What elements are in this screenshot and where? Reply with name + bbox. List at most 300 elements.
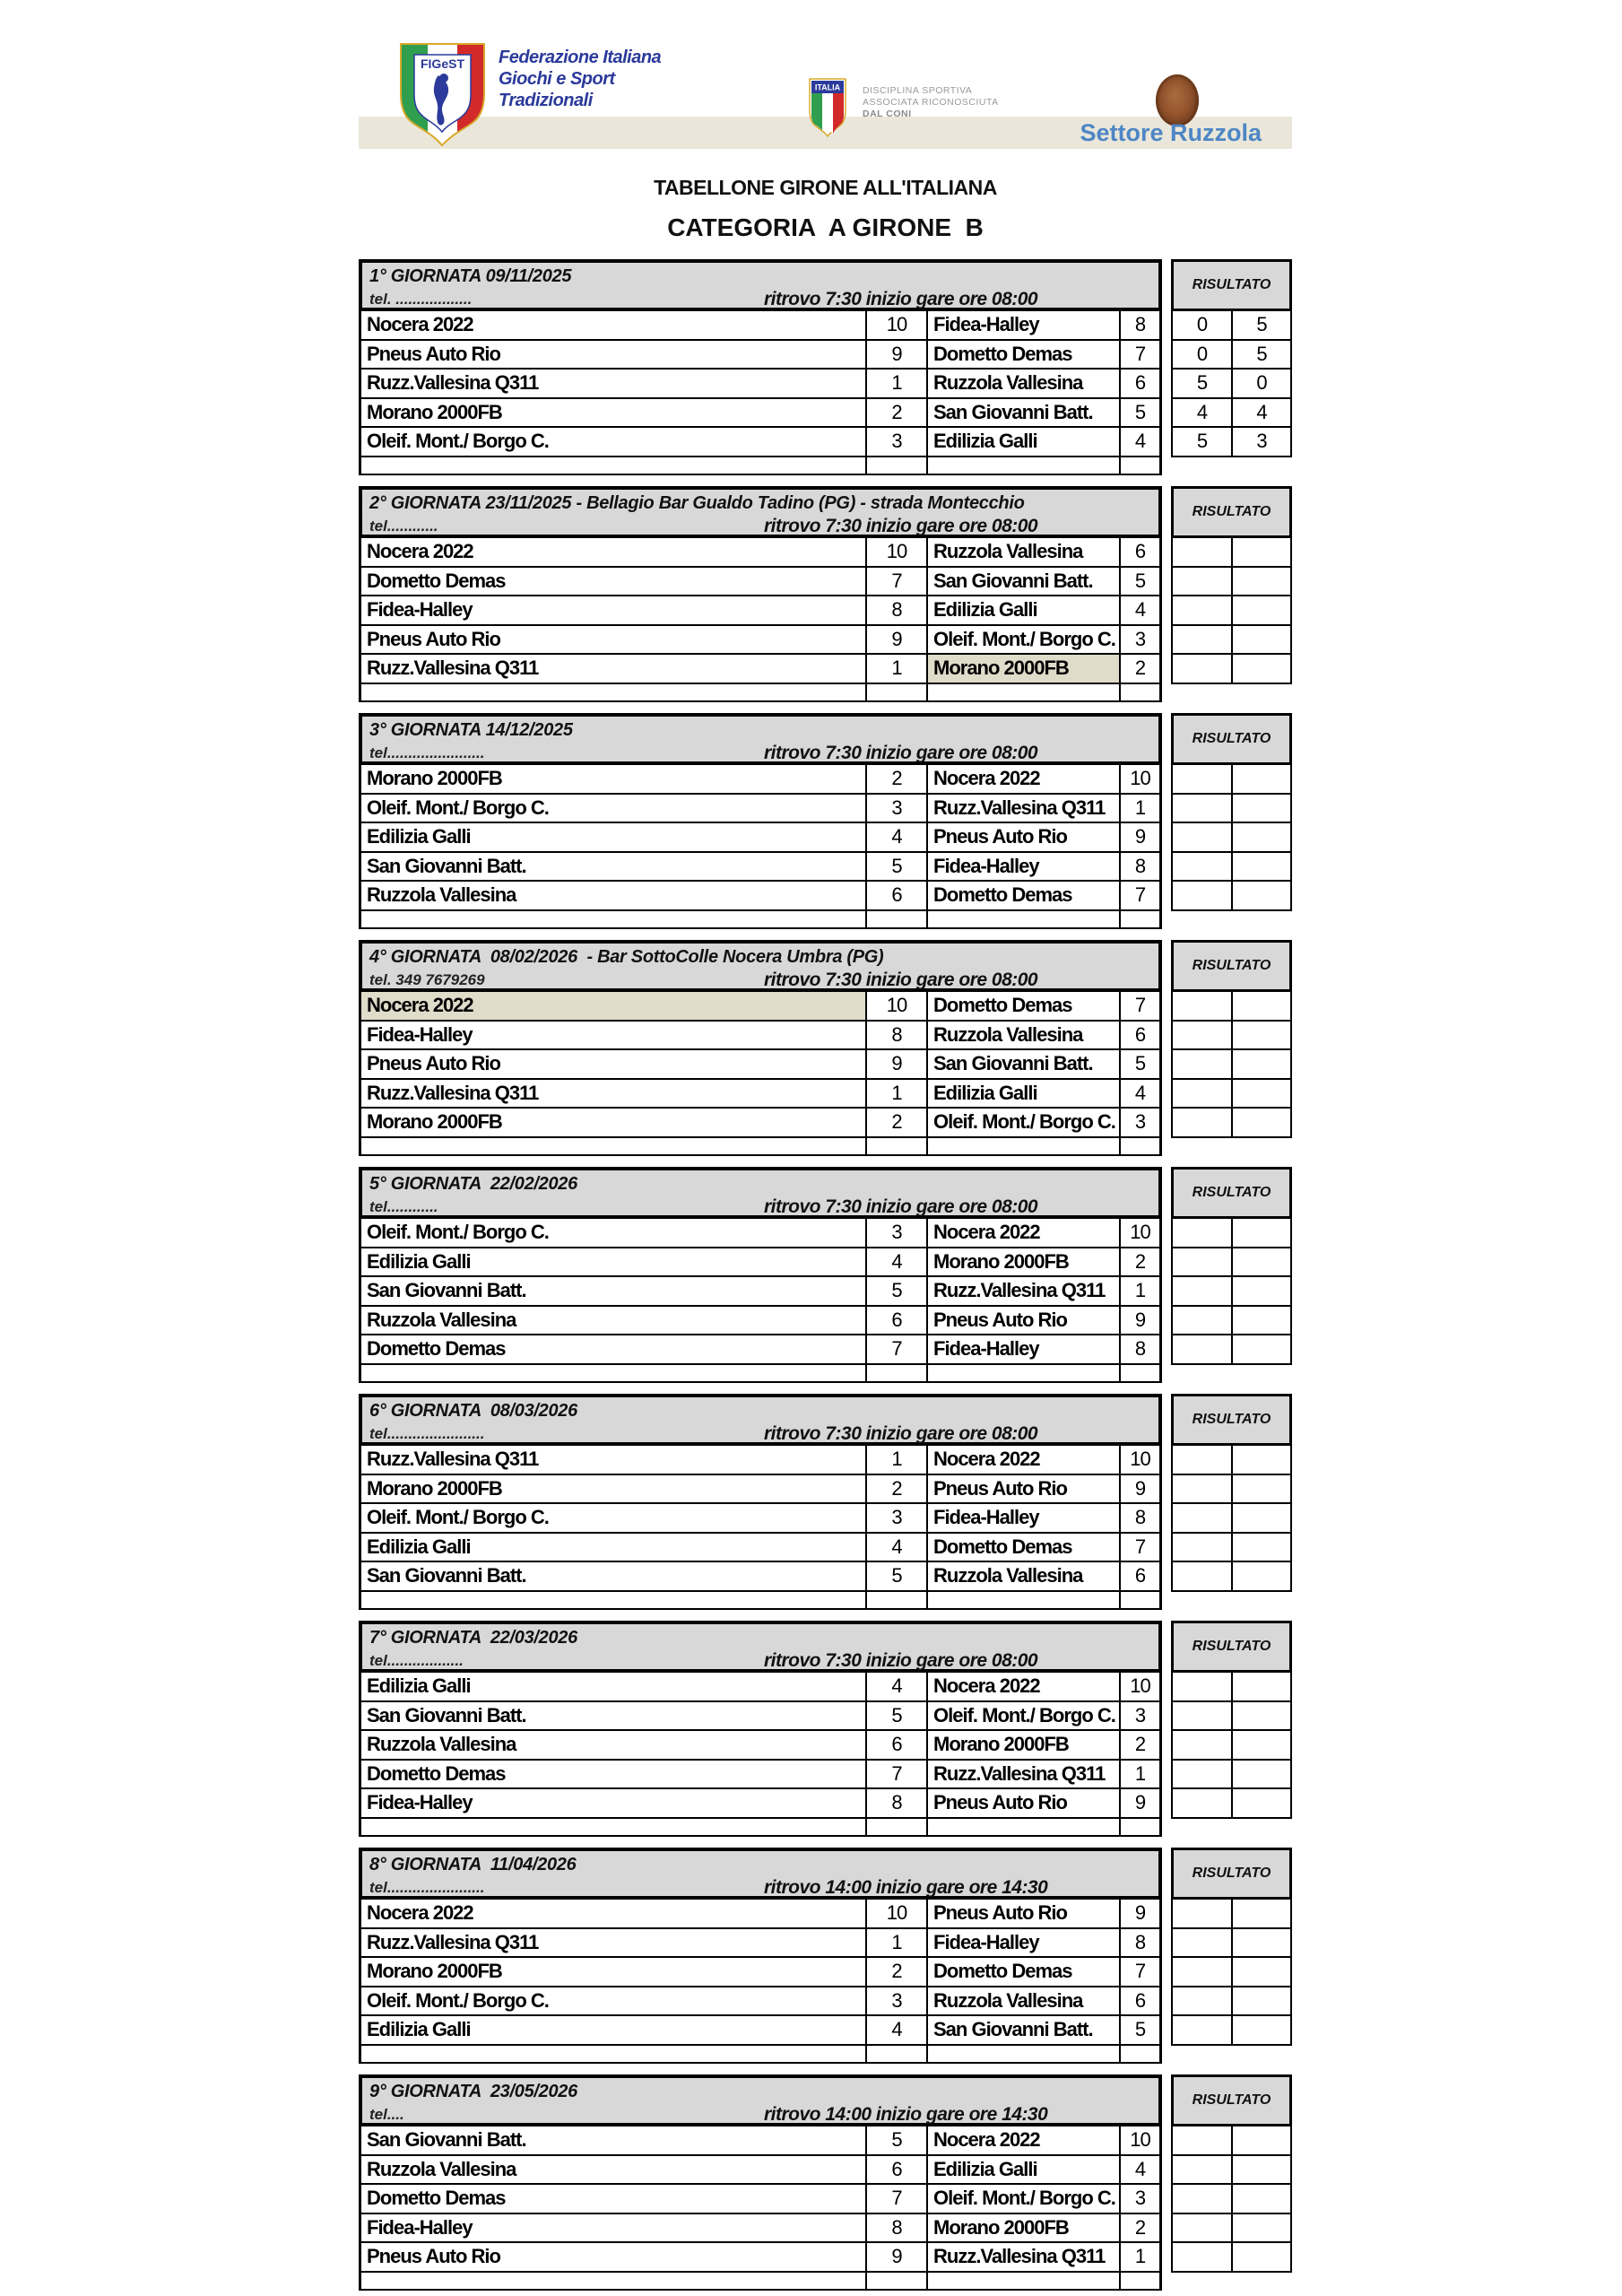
empty-cell-home-num <box>865 1592 926 1610</box>
home-num: 6 <box>865 1731 926 1761</box>
match-row <box>359 2126 1292 2156</box>
header-gap <box>1162 713 1171 765</box>
away-team: Edilizia Galli <box>926 2156 1119 2186</box>
away-team: San Giovanni Batt. <box>926 2016 1119 2046</box>
round-block <box>359 1621 1292 1837</box>
home-num: 1 <box>865 655 926 684</box>
away-team: Morano 2000FB <box>926 655 1119 684</box>
result-home <box>1171 853 1231 883</box>
empty-cell-away-num <box>1119 684 1162 702</box>
round-header-line2 <box>369 516 1151 536</box>
away-num: 5 <box>1119 568 1162 597</box>
home-team: Pneus Auto Rio <box>359 2243 865 2273</box>
result-home <box>1171 1050 1231 1080</box>
home-team: Ruzzola Vallesina <box>359 2156 865 2186</box>
result-away <box>1231 1562 1292 1592</box>
away-team: Dometto Demas <box>926 1958 1119 1987</box>
result-away <box>1231 1475 1292 1505</box>
result-gap <box>1162 538 1171 568</box>
match-row <box>359 428 1292 457</box>
header-gap <box>1162 1394 1171 1446</box>
round-block <box>359 2074 1292 2291</box>
result-away <box>1231 626 1292 656</box>
home-num: 3 <box>865 1219 926 1248</box>
away-team: Ruzz.Vallesina Q311 <box>926 1761 1119 1790</box>
round-block <box>359 940 1292 1156</box>
match-row <box>359 1277 1292 1307</box>
home-team: Ruzz.Vallesina Q311 <box>359 655 865 684</box>
away-team: Oleif. Mont./ Borgo C. <box>926 1702 1119 1732</box>
home-team: San Giovanni Batt. <box>359 1702 865 1732</box>
match-row <box>359 1761 1292 1790</box>
result-home <box>1171 1673 1231 1702</box>
result-away: 5 <box>1231 311 1292 341</box>
result-home <box>1171 1504 1231 1534</box>
header-gap <box>1162 259 1171 311</box>
result-home <box>1171 1022 1231 1051</box>
round-rows <box>359 765 1292 929</box>
round-title: 4° GIORNATA 08/02/2026 - Bar SottoColle Nocera Umbra (PG) <box>369 947 884 967</box>
empty-cell-away <box>926 2273 1119 2291</box>
header-gap <box>1162 1621 1171 1673</box>
match-row <box>359 1050 1292 1080</box>
round-header-main <box>359 1848 1162 1900</box>
empty-cell-home-num <box>865 2046 926 2064</box>
empty-row <box>359 684 1292 702</box>
result-home <box>1171 1702 1231 1732</box>
result-away <box>1231 1900 1292 1929</box>
result-away <box>1231 1307 1292 1336</box>
away-team: Ruzz.Vallesina Q311 <box>926 1277 1119 1307</box>
result-gap <box>1162 2016 1171 2046</box>
away-num: 7 <box>1119 341 1162 370</box>
home-team: Ruzzola Vallesina <box>359 1307 865 1336</box>
home-team: Morano 2000FB <box>359 1958 865 1987</box>
away-team: Pneus Auto Rio <box>926 1789 1119 1819</box>
round-header-main <box>359 259 1162 311</box>
home-team: Fidea-Halley <box>359 1789 865 1819</box>
empty-cell-away <box>926 1138 1119 1156</box>
round-header-line2 <box>369 2104 1151 2125</box>
result-home <box>1171 882 1231 911</box>
result-away <box>1231 1248 1292 1278</box>
result-away <box>1231 568 1292 597</box>
result-home <box>1171 1080 1231 1109</box>
home-team: Oleif. Mont./ Borgo C. <box>359 428 865 457</box>
round-rows <box>359 538 1292 702</box>
home-team: Morano 2000FB <box>359 1109 865 1138</box>
empty-cell-away <box>926 457 1119 475</box>
home-team: Nocera 2022 <box>359 311 865 341</box>
away-team: Ruzzola Vallesina <box>926 1987 1119 2017</box>
result-home <box>1171 992 1231 1022</box>
home-num: 8 <box>865 2214 926 2244</box>
home-team: Nocera 2022 <box>359 992 865 1022</box>
round-header <box>359 1167 1292 1219</box>
round-header <box>359 713 1292 765</box>
home-team: Ruzz.Vallesina Q311 <box>359 1080 865 1109</box>
round-tel: tel. .................. <box>369 291 473 308</box>
match-row <box>359 1504 1292 1534</box>
result-header: RISULTATO <box>1171 2074 1292 2126</box>
coni-text-line1: DISCIPLINA SPORTIVA <box>863 85 973 96</box>
round-block <box>359 1167 1292 1383</box>
result-home <box>1171 795 1231 824</box>
result-home <box>1171 2126 1231 2156</box>
result-gap <box>1162 1446 1171 1475</box>
result-away <box>1231 1789 1292 1819</box>
away-num: 3 <box>1119 1702 1162 1732</box>
result-home <box>1171 596 1231 626</box>
away-team: Morano 2000FB <box>926 1731 1119 1761</box>
coni-text-line3: DAL CONI <box>863 109 912 119</box>
result-away <box>1231 1109 1292 1138</box>
result-header: RISULTATO <box>1171 713 1292 765</box>
result-header: RISULTATO <box>1171 259 1292 311</box>
match-row <box>359 1022 1292 1051</box>
result-home <box>1171 1731 1231 1761</box>
result-header: RISULTATO <box>1171 486 1292 538</box>
result-away <box>1231 765 1292 795</box>
home-team: Dometto Demas <box>359 1335 865 1365</box>
result-home: 5 <box>1171 428 1231 457</box>
result-gap <box>1162 1958 1171 1987</box>
result-gap <box>1162 568 1171 597</box>
round-rows <box>359 1900 1292 2064</box>
home-team: Fidea-Halley <box>359 596 865 626</box>
away-num: 2 <box>1119 1731 1162 1761</box>
result-gap <box>1162 882 1171 911</box>
home-num: 6 <box>865 2156 926 2186</box>
result-home <box>1171 1900 1231 1929</box>
match-row <box>359 1534 1292 1563</box>
away-num: 4 <box>1119 596 1162 626</box>
result-gap <box>1162 1022 1171 1051</box>
match-row <box>359 311 1292 341</box>
home-num: 6 <box>865 1307 926 1336</box>
round-rows <box>359 311 1292 475</box>
away-num: 3 <box>1119 2185 1162 2214</box>
result-home <box>1171 1277 1231 1307</box>
result-gap <box>1162 341 1171 370</box>
round-block <box>359 713 1292 929</box>
match-row <box>359 823 1292 853</box>
away-team: Pneus Auto Rio <box>926 1307 1119 1336</box>
round-header-line2 <box>369 743 1151 763</box>
empty-cell-away <box>926 2046 1119 2064</box>
result-home <box>1171 823 1231 853</box>
away-num: 9 <box>1119 1307 1162 1336</box>
home-num: 9 <box>865 2243 926 2273</box>
away-num: 7 <box>1119 1958 1162 1987</box>
round-block <box>359 259 1292 475</box>
away-num: 10 <box>1119 1673 1162 1702</box>
result-gap <box>1162 1307 1171 1336</box>
home-num: 2 <box>865 399 926 429</box>
home-team: Edilizia Galli <box>359 2016 865 2046</box>
match-row <box>359 2016 1292 2046</box>
round-header-line2 <box>369 1877 1151 1898</box>
result-home <box>1171 1789 1231 1819</box>
away-num: 3 <box>1119 626 1162 656</box>
result-away <box>1231 1335 1292 1365</box>
round-header-main <box>359 713 1162 765</box>
empty-cell-home <box>359 1819 865 1837</box>
home-team: Edilizia Galli <box>359 1534 865 1563</box>
round-header-main <box>359 1167 1162 1219</box>
round-header <box>359 1848 1292 1900</box>
result-away <box>1231 1446 1292 1475</box>
home-num: 9 <box>865 1050 926 1080</box>
empty-cell-home <box>359 1592 865 1610</box>
home-num: 4 <box>865 1248 926 1278</box>
home-num: 5 <box>865 1562 926 1592</box>
result-gap <box>1162 2243 1171 2273</box>
match-row <box>359 1987 1292 2017</box>
result-gap <box>1162 1673 1171 1702</box>
result-home <box>1171 1109 1231 1138</box>
round-ritrovo: ritrovo 7:30 inizio gare ore 08:00 <box>764 743 1038 763</box>
match-row <box>359 370 1292 399</box>
result-home: 0 <box>1171 311 1231 341</box>
federation-name-line2: Giochi e Sport <box>499 69 615 89</box>
result-away <box>1231 2156 1292 2186</box>
round-rows <box>359 1673 1292 1837</box>
home-team: Nocera 2022 <box>359 1900 865 1929</box>
round-title: 2° GIORNATA 23/11/2025 - Bellagio Bar Gualdo Tadino (PG) - strada Montecchio <box>369 493 1025 513</box>
home-num: 2 <box>865 1475 926 1505</box>
home-num: 4 <box>865 823 926 853</box>
result-away <box>1231 538 1292 568</box>
result-home <box>1171 1307 1231 1336</box>
result-away <box>1231 1277 1292 1307</box>
home-team: Ruzz.Vallesina Q311 <box>359 370 865 399</box>
result-away <box>1231 1987 1292 2017</box>
result-home <box>1171 1761 1231 1790</box>
match-row <box>359 655 1292 684</box>
figest-shield-label: FIGeST <box>420 57 465 71</box>
match-row <box>359 538 1292 568</box>
home-num: 2 <box>865 765 926 795</box>
match-row <box>359 2156 1292 2186</box>
away-num: 6 <box>1119 1562 1162 1592</box>
match-row <box>359 1446 1292 1475</box>
result-away: 3 <box>1231 428 1292 457</box>
round-header-main <box>359 1394 1162 1446</box>
round-tel: tel....................... <box>369 744 485 761</box>
away-team: Edilizia Galli <box>926 428 1119 457</box>
round-header-line2 <box>369 970 1151 990</box>
home-team: Ruzzola Vallesina <box>359 1731 865 1761</box>
away-num: 6 <box>1119 538 1162 568</box>
result-gap <box>1162 1789 1171 1819</box>
home-team: San Giovanni Batt. <box>359 1562 865 1592</box>
result-gap <box>1162 1219 1171 1248</box>
empty-cell-away-num <box>1119 2273 1162 2291</box>
away-team: Oleif. Mont./ Borgo C. <box>926 1109 1119 1138</box>
away-team: San Giovanni Batt. <box>926 1050 1119 1080</box>
away-team: Nocera 2022 <box>926 2126 1119 2156</box>
away-team: Ruzzola Vallesina <box>926 538 1119 568</box>
result-home <box>1171 2214 1231 2244</box>
empty-cell-away-num <box>1119 1365 1162 1383</box>
round-header-main <box>359 1621 1162 1673</box>
away-team: Pneus Auto Rio <box>926 1900 1119 1929</box>
empty-cell-away <box>926 911 1119 929</box>
empty-cell-home <box>359 457 865 475</box>
round-header-main <box>359 940 1162 992</box>
home-team: Oleif. Mont./ Borgo C. <box>359 1987 865 2017</box>
away-num: 6 <box>1119 1987 1162 2017</box>
result-away <box>1231 1761 1292 1790</box>
away-team: Nocera 2022 <box>926 1673 1119 1702</box>
empty-row <box>359 1138 1292 1156</box>
away-num: 1 <box>1119 2243 1162 2273</box>
away-team: Oleif. Mont./ Borgo C. <box>926 626 1119 656</box>
match-row <box>359 1731 1292 1761</box>
empty-cell-away <box>926 1365 1119 1383</box>
round-block <box>359 486 1292 702</box>
match-row <box>359 853 1292 883</box>
result-gap <box>1162 1109 1171 1138</box>
home-num: 4 <box>865 1673 926 1702</box>
away-num: 8 <box>1119 311 1162 341</box>
empty-cell-home-num <box>865 911 926 929</box>
home-num: 5 <box>865 853 926 883</box>
round-header <box>359 259 1292 311</box>
result-away <box>1231 882 1292 911</box>
empty-row <box>359 1819 1292 1837</box>
round-rows <box>359 992 1292 1156</box>
match-row <box>359 992 1292 1022</box>
match-row <box>359 765 1292 795</box>
result-gap <box>1162 1761 1171 1790</box>
round-header <box>359 486 1292 538</box>
empty-cell-away-num <box>1119 457 1162 475</box>
empty-cell-home-num <box>865 1365 926 1383</box>
result-home <box>1171 1987 1231 2017</box>
result-home <box>1171 1219 1231 1248</box>
away-team: San Giovanni Batt. <box>926 399 1119 429</box>
result-gap <box>1162 1504 1171 1534</box>
away-num: 9 <box>1119 823 1162 853</box>
result-home <box>1171 538 1231 568</box>
result-home <box>1171 765 1231 795</box>
match-row <box>359 882 1292 911</box>
result-away <box>1231 1534 1292 1563</box>
away-num: 10 <box>1119 765 1162 795</box>
away-num: 5 <box>1119 2016 1162 2046</box>
result-home <box>1171 1958 1231 1987</box>
result-home: 4 <box>1171 399 1231 429</box>
home-num: 7 <box>865 568 926 597</box>
result-home <box>1171 1248 1231 1278</box>
empty-cell-home <box>359 1138 865 1156</box>
round-tel: tel. 349 7679269 <box>369 971 485 988</box>
away-num: 8 <box>1119 1335 1162 1365</box>
round-title: 7° GIORNATA 22/03/2026 <box>369 1628 577 1648</box>
result-away <box>1231 596 1292 626</box>
away-num: 1 <box>1119 1761 1162 1790</box>
round-ritrovo: ritrovo 14:00 inizio gare ore 14:30 <box>764 1877 1048 1898</box>
match-row <box>359 626 1292 656</box>
federation-name-line3: Tradizionali <box>499 91 593 110</box>
empty-cell-away-num <box>1119 1819 1162 1837</box>
home-num: 1 <box>865 1080 926 1109</box>
away-num: 1 <box>1119 795 1162 824</box>
result-gap <box>1162 1731 1171 1761</box>
home-num: 1 <box>865 1446 926 1475</box>
match-row <box>359 1335 1292 1365</box>
away-num: 6 <box>1119 1022 1162 1051</box>
match-row <box>359 795 1292 824</box>
result-away <box>1231 2185 1292 2214</box>
away-num: 3 <box>1119 1109 1162 1138</box>
empty-cell-home-num <box>865 2273 926 2291</box>
away-team: Ruzzola Vallesina <box>926 1562 1119 1592</box>
result-away <box>1231 655 1292 684</box>
empty-cell-away-num <box>1119 1592 1162 1610</box>
home-team: Dometto Demas <box>359 1761 865 1790</box>
home-num: 3 <box>865 1987 926 2017</box>
result-away <box>1231 1929 1292 1959</box>
home-team: Ruzzola Vallesina <box>359 882 865 911</box>
result-away: 4 <box>1231 399 1292 429</box>
match-row <box>359 1248 1292 1278</box>
away-num: 9 <box>1119 1475 1162 1505</box>
round-block <box>359 1848 1292 2064</box>
result-gap <box>1162 1277 1171 1307</box>
round-title: 8° GIORNATA 11/04/2026 <box>369 1855 577 1874</box>
home-num: 2 <box>865 1958 926 1987</box>
home-team: Pneus Auto Rio <box>359 341 865 370</box>
away-team: Fidea-Halley <box>926 1504 1119 1534</box>
header-gap <box>1162 486 1171 538</box>
away-team: Edilizia Galli <box>926 1080 1119 1109</box>
result-home <box>1171 1562 1231 1592</box>
home-num: 9 <box>865 341 926 370</box>
round-block <box>359 1394 1292 1610</box>
result-gap <box>1162 1475 1171 1505</box>
home-num: 5 <box>865 1702 926 1732</box>
result-gap <box>1162 428 1171 457</box>
empty-cell-home-num <box>865 1819 926 1837</box>
result-home <box>1171 1446 1231 1475</box>
result-gap <box>1162 2156 1171 2186</box>
round-title: 6° GIORNATA 08/03/2026 <box>369 1401 577 1421</box>
away-num: 5 <box>1119 1050 1162 1080</box>
home-team: Morano 2000FB <box>359 399 865 429</box>
round-header-main <box>359 486 1162 538</box>
round-rows <box>359 2126 1292 2291</box>
empty-cell-away-num <box>1119 1138 1162 1156</box>
empty-row <box>359 2046 1292 2064</box>
result-gap <box>1162 1080 1171 1109</box>
result-away <box>1231 1080 1292 1109</box>
away-num: 7 <box>1119 882 1162 911</box>
result-home <box>1171 1475 1231 1505</box>
home-num: 10 <box>865 538 926 568</box>
match-row <box>359 1958 1292 1987</box>
away-team: Ruzzola Vallesina <box>926 370 1119 399</box>
empty-cell-home-num <box>865 684 926 702</box>
result-away <box>1231 2016 1292 2046</box>
match-row <box>359 1219 1292 1248</box>
result-home: 0 <box>1171 341 1231 370</box>
away-num: 4 <box>1119 428 1162 457</box>
away-num: 9 <box>1119 1900 1162 1929</box>
result-gap <box>1162 370 1171 399</box>
